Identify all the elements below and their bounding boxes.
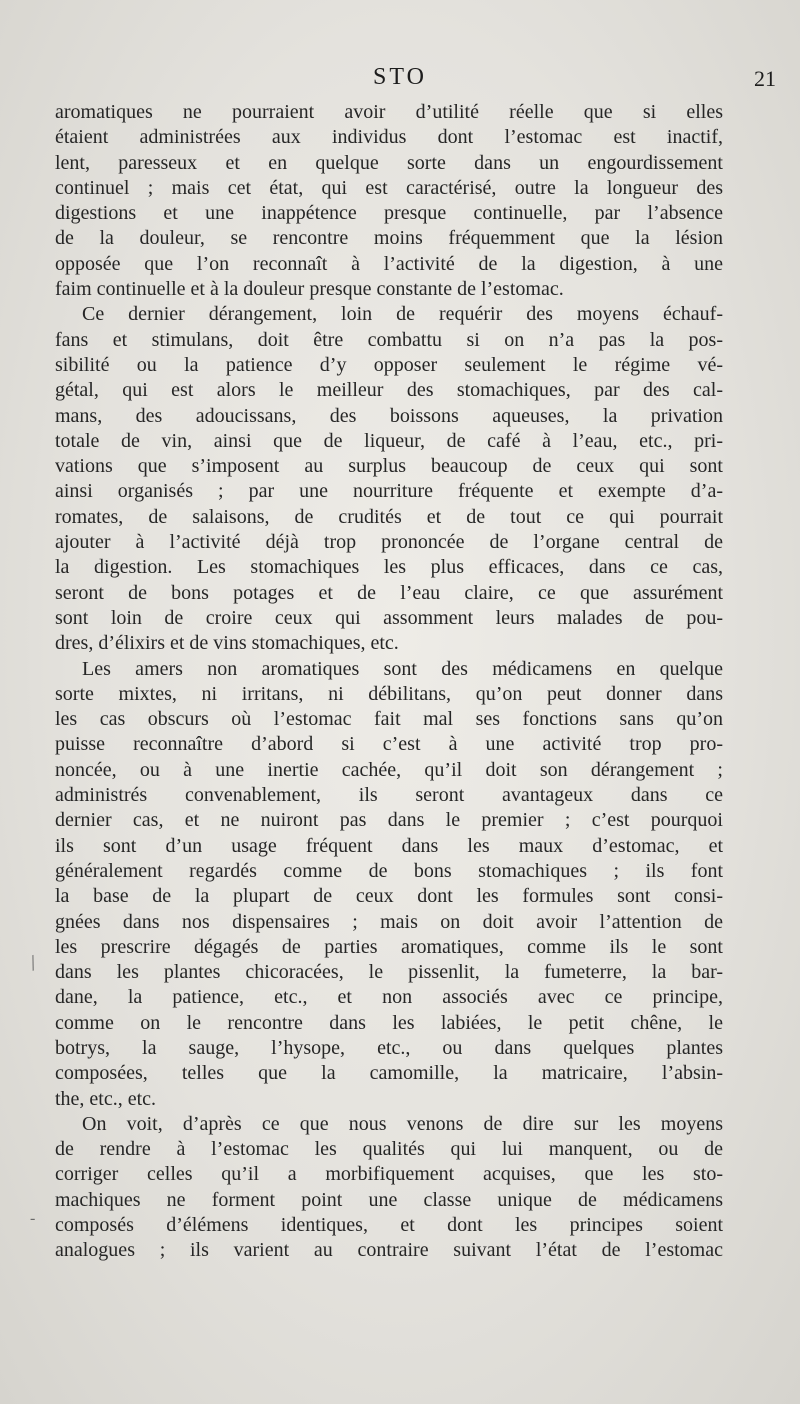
text-line: les prescrire dégagés de parties aromatiques, comme ils le sont bbox=[55, 935, 723, 958]
text-line: ainsi organisés ; par une nourriture fréquente et exempte d’a- bbox=[55, 480, 723, 503]
margin-pencil-mark: / bbox=[25, 949, 41, 976]
text-line: mans, des adoucissans, des boissons aqueuses, la privation bbox=[55, 404, 723, 427]
text-line: machiques ne forment point une classe unique de médicamens bbox=[55, 1188, 723, 1211]
text-line: dres, d’élixirs et de vins stomachiques, etc. bbox=[55, 632, 399, 655]
text-line: ils sont d’un usage fréquent dans les maux d’estomac, et bbox=[55, 834, 723, 857]
text-line: généralement regardés comme de bons stomachiques ; ils font bbox=[55, 859, 723, 882]
text-line: lent, paresseux et en quelque sorte dans un engourdissement bbox=[55, 151, 723, 174]
text-line: dernier cas, et ne nuiront pas dans le premier ; c’est pourquoi bbox=[55, 809, 723, 832]
text-line: botrys, la sauge, l’hysope, etc., ou dans quelques plantes bbox=[55, 1036, 723, 1059]
text-line: administrés convenablement, ils seront avantageux dans ce bbox=[55, 784, 723, 807]
margin-pencil-mark: - bbox=[30, 1210, 36, 1227]
text-line: the, etc., etc. bbox=[55, 1087, 157, 1110]
text-line: la base de la plupart de ceux dont les formules sont consi- bbox=[55, 885, 723, 908]
text-line: opposée que l’on reconnaît à l’activité de la digestion, à une bbox=[55, 252, 723, 275]
text-line: ajouter à l’activité déjà trop prononcée de l’organe central de bbox=[55, 531, 723, 554]
text-line: faim continuelle et à la douleur presque constante de l’estomac. bbox=[55, 278, 564, 301]
text-line: Ce dernier dérangement, loin de requérir des moyens échauf- bbox=[82, 303, 723, 326]
text-line: les cas obscurs où l’estomac fait mal ses fonctions sans qu’on bbox=[55, 708, 723, 731]
text-line: totale de vin, ainsi que de liqueur, de café à l’eau, etc., pri- bbox=[55, 429, 723, 452]
text-line: vations que s’imposent au surplus beaucoup de ceux qui sont bbox=[55, 455, 723, 478]
text-line: fans et stimulans, doit être combattu si on n’a pas la pos- bbox=[55, 328, 723, 351]
text-line: la digestion. Les stomachiques les plus efficaces, dans ce cas, bbox=[55, 556, 723, 579]
body-text bbox=[55, 100, 723, 1264]
page-header bbox=[0, 64, 800, 98]
page-number: 21 bbox=[754, 66, 776, 91]
text-line: continuel ; mais cet état, qui est caractérisé, outre la longueur des bbox=[55, 176, 723, 199]
text-line: dans les plantes chicoracées, le pissenlit, la fumeterre, la bar- bbox=[55, 961, 723, 984]
text-line: sorte mixtes, ni irritans, ni débilitans, qu’on peut donner dans bbox=[55, 682, 723, 705]
text-line: digestions et une inappétence presque continuelle, par l’absence bbox=[55, 202, 723, 225]
text-line: étaient administrées aux individus dont l’estomac est inactif, bbox=[55, 126, 723, 149]
text-line: sont loin de croire ceux qui assomment leurs malades de pou- bbox=[55, 606, 723, 629]
text-line: noncée, ou à une inertie cachée, qu’il doit son dérangement ; bbox=[55, 758, 723, 781]
text-line: composées, telles que la camomille, la matricaire, l’absin- bbox=[55, 1062, 723, 1085]
text-line: dane, la patience, etc., et non associés avec ce principe, bbox=[55, 986, 723, 1009]
text-line: analogues ; ils varient au contraire suivant l’état de l’estomac bbox=[55, 1239, 723, 1262]
text-line: puisse reconnaître d’abord si c’est à une activité trop pro- bbox=[55, 733, 723, 756]
text-line: de rendre à l’estomac les qualités qui lui manquent, ou de bbox=[55, 1138, 723, 1161]
text-line: comme on le rencontre dans les labiées, le petit chêne, le bbox=[55, 1011, 723, 1034]
text-line: corriger celles qu’il a morbifiquement acquises, que les sto- bbox=[55, 1163, 723, 1186]
text-line: sibilité ou la patience d’y opposer seulement le régime vé- bbox=[55, 353, 723, 376]
text-line: gétal, qui est alors le meilleur des stomachiques, par des cal- bbox=[55, 379, 723, 402]
text-line: seront de bons potages et de l’eau claire, ce que assurément bbox=[55, 581, 723, 604]
text-line: aromatiques ne pourraient avoir d’utilité réelle que si elles bbox=[55, 101, 723, 123]
text-line: composés d’élémens identiques, et dont les principes soient bbox=[55, 1214, 723, 1237]
text-line: On voit, d’après ce que nous venons de dire sur les moyens bbox=[82, 1112, 723, 1135]
text-line: romates, de salaisons, de crudités et de tout ce qui pourrait bbox=[55, 505, 723, 528]
text-line: gnées dans nos dispensaires ; mais on doit avoir l’attention de bbox=[55, 910, 723, 933]
text-line: Les amers non aromatiques sont des médicamens en quelque bbox=[82, 657, 723, 680]
running-head: STO bbox=[373, 64, 427, 90]
text-line: de la douleur, se rencontre moins fréquemment que la lésion bbox=[55, 227, 723, 250]
